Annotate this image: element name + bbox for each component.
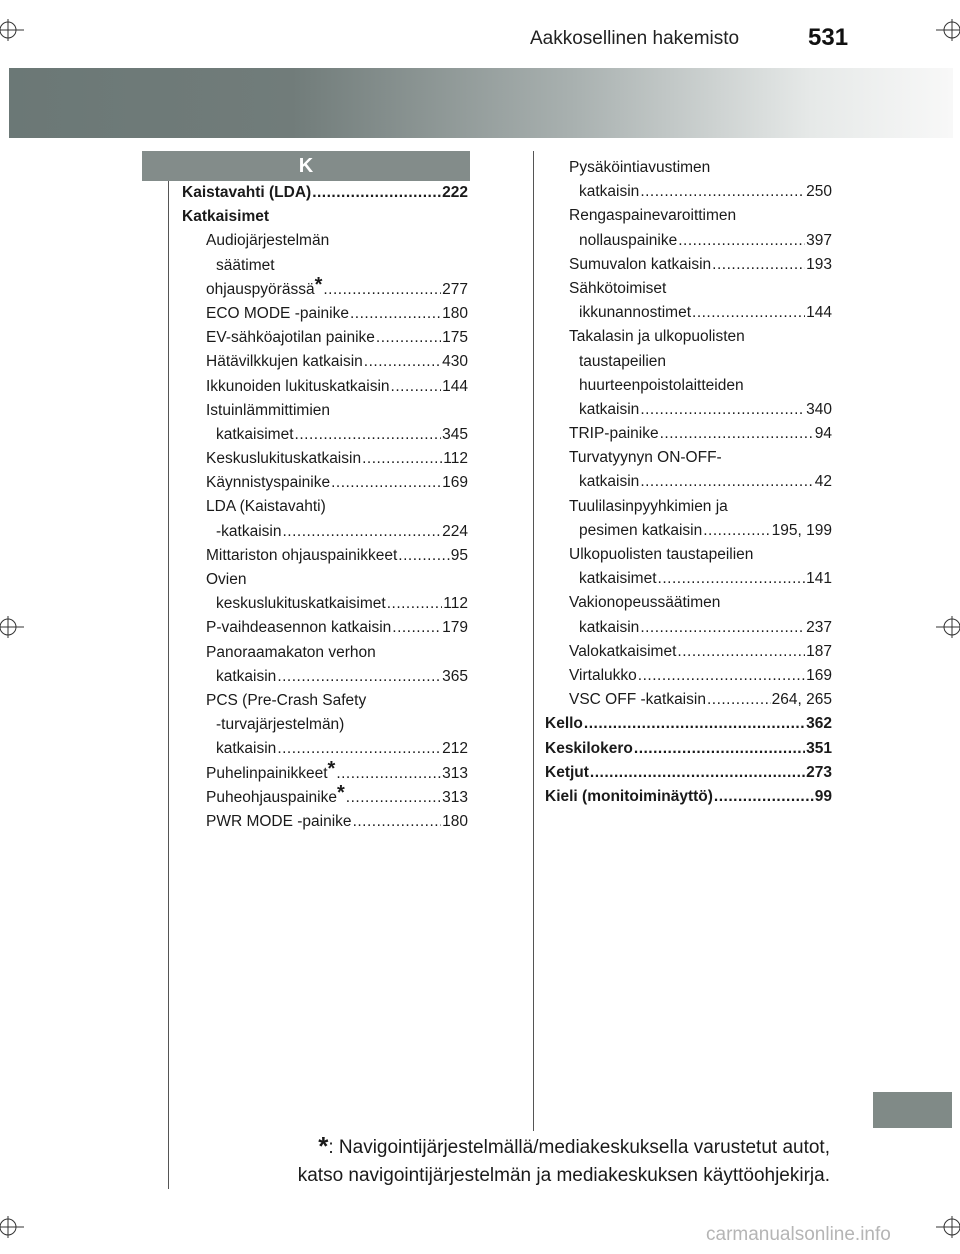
index-page-ref: 95 (450, 546, 468, 564)
index-entry (182, 568, 468, 592)
index-entry-text (206, 326, 375, 350)
index-entry-label: Hätävilkkujen katkaisin (206, 353, 363, 371)
index-entry (182, 181, 468, 205)
index-entry (182, 254, 468, 278)
index-entry-text (206, 350, 363, 374)
index-entry-text (216, 737, 276, 761)
dot-leader (703, 519, 770, 543)
dot-leader (336, 762, 441, 786)
index-entry (182, 229, 468, 253)
index-entry (182, 810, 468, 834)
index-entry (182, 423, 468, 447)
dot-leader (350, 302, 441, 326)
index-entry-label: Ketjut (545, 763, 589, 781)
index-entry-text (216, 520, 281, 544)
header-bar (9, 68, 953, 138)
index-entry (182, 520, 468, 544)
index-page-ref: 212 (442, 740, 468, 758)
index-entry-text (545, 785, 713, 809)
index-entry-label: ikkunannostimet (579, 304, 692, 322)
index-entry-label: Istuinlämmittimien (206, 401, 331, 419)
index-page-ref: 195, 199 (771, 521, 832, 539)
index-entry-label: Kieli (monitoiminäyttö) (545, 787, 713, 805)
index-entry-text (206, 757, 336, 786)
index-entry (545, 785, 832, 809)
index-entry-label: pesimen katkaisin (579, 521, 703, 539)
index-entry-text (579, 616, 639, 640)
dot-leader (346, 786, 441, 810)
dot-leader (640, 180, 805, 204)
index-entry-label: Rengaspainevaroittimen (569, 207, 737, 225)
index-entry (545, 543, 832, 567)
dot-leader (678, 229, 805, 253)
index-entry-label: LDA (Kaistavahti) (206, 498, 326, 516)
registration-mark-icon (0, 15, 30, 45)
index-entry-label: nollauspainike (579, 231, 678, 249)
index-entry-label: PCS (Pre-Crash Safety (206, 691, 367, 709)
index-entry-text (579, 398, 639, 422)
dot-leader (398, 544, 449, 568)
index-entry-label: katkaisin (579, 183, 640, 201)
index-entry (545, 567, 832, 591)
index-entry-label: P-vaihdeasennon katkaisin (206, 619, 392, 637)
index-entry-label: EV-sähköajotilan painike (206, 329, 375, 347)
index-entry (545, 374, 832, 398)
index-entry (182, 544, 468, 568)
index-page-ref: 99 (814, 787, 832, 805)
index-entry-label: Puhelinpainikkeet (206, 764, 328, 782)
index-entry-label: Keskuslukituskatkaisin (206, 450, 362, 468)
dot-leader (590, 761, 805, 785)
index-entry-text (545, 737, 633, 761)
index-entry-label: Takalasin ja ulkopuolisten (569, 328, 745, 346)
index-entry-text (569, 207, 736, 224)
index-entry (545, 495, 832, 519)
index-column-left (182, 181, 468, 834)
index-entry (182, 495, 468, 519)
index-entry (545, 640, 832, 664)
index-entry (545, 204, 832, 228)
dot-leader (677, 640, 805, 664)
index-entry-label: Audiojärjestelmän (206, 232, 330, 250)
dot-leader (323, 278, 441, 302)
index-entry-text (569, 449, 722, 466)
page-number: 531 (808, 24, 849, 51)
index-page-ref: 351 (806, 739, 832, 757)
index-entry-label: säätimet (216, 256, 275, 274)
registration-mark-icon (930, 15, 960, 45)
watermark: carmanualsonline.info (706, 1224, 891, 1245)
index-page-ref: 112 (443, 450, 468, 468)
index-entry (545, 737, 832, 761)
index-entry-label: Ovien (206, 571, 247, 588)
index-letter-header: K (142, 151, 470, 181)
index-page-ref: 250 (806, 183, 832, 201)
index-entry-label: Sähkötoimiset (569, 279, 667, 297)
index-entry (182, 737, 468, 761)
index-page-ref: 187 (806, 642, 832, 660)
index-page-ref: 169 (442, 474, 468, 492)
index-entry-text (545, 761, 589, 785)
index-entry (182, 326, 468, 350)
index-page-ref: 144 (806, 304, 832, 322)
dot-leader (707, 688, 771, 712)
index-page-ref: 273 (806, 763, 832, 781)
dot-leader (660, 422, 814, 446)
index-entry (545, 616, 832, 640)
index-entry-label: Pysäköintiavustimen (569, 159, 711, 176)
dot-leader (391, 375, 442, 399)
index-entry-text (216, 423, 294, 447)
index-entry-label: ECO MODE -painike (206, 304, 349, 322)
index-entry-label: -katkaisin (216, 522, 282, 540)
section-tab (873, 1092, 952, 1128)
index-entry-text (206, 375, 390, 399)
footnote-star: * (318, 1131, 329, 1161)
index-entry (545, 664, 832, 688)
index-entry-text (206, 402, 330, 419)
index-page-ref: 264, 265 (771, 691, 832, 709)
index-entry (545, 229, 832, 253)
dot-leader (331, 471, 441, 495)
dot-leader (712, 253, 805, 277)
index-page-ref: 94 (814, 425, 832, 443)
index-page-ref: 313 (442, 764, 468, 782)
dot-leader (376, 326, 441, 350)
index-page-ref: 180 (442, 304, 468, 322)
index-entry-text (569, 546, 753, 563)
index-entry-label: Ikkunoiden lukituskatkaisin (206, 377, 390, 395)
index-page-ref: 141 (806, 570, 832, 588)
index-entry-text (182, 181, 311, 205)
index-column-right (545, 156, 832, 809)
index-entry-text (579, 301, 691, 325)
dot-leader (634, 737, 805, 761)
index-entry (545, 688, 832, 712)
index-entry (182, 302, 468, 326)
dot-leader (692, 301, 805, 325)
registration-mark-icon (0, 1212, 30, 1242)
index-entry-text (206, 544, 397, 568)
index-entry-label: katkaisimet (216, 425, 294, 443)
index-page-ref: 144 (442, 377, 468, 395)
index-entry-text (206, 471, 330, 495)
index-entry-label: katkaisin (579, 400, 640, 418)
index-entry-label: katkaisin (216, 740, 277, 758)
index-entry-text (569, 328, 745, 345)
index-page-ref: 430 (442, 353, 468, 371)
footnote-marker: * (337, 781, 345, 804)
index-entry-text (569, 422, 659, 446)
index-page-ref: 365 (442, 667, 468, 685)
index-page-ref: 179 (442, 619, 468, 637)
index-entry-text (206, 498, 326, 515)
registration-mark-icon (930, 1212, 960, 1242)
index-entry-text (206, 571, 247, 588)
index-entry (182, 447, 468, 471)
dot-leader (277, 737, 441, 761)
index-entry (545, 591, 832, 615)
index-entry (545, 398, 832, 422)
index-entry-text (206, 447, 361, 471)
index-entry-text (579, 470, 639, 494)
footnote (180, 1132, 830, 1190)
index-entry-text (579, 519, 702, 543)
index-entry (545, 470, 832, 494)
index-entry (545, 519, 832, 543)
index-entry (182, 665, 468, 689)
index-entry (545, 761, 832, 785)
index-entry-label: Turvatyynyn ON-OFF- (569, 449, 722, 467)
index-entry-label: keskuslukituskatkaisimet (216, 595, 386, 613)
index-entry-label: Puheohjauspainike (206, 788, 337, 806)
dot-leader (392, 616, 441, 640)
index-entry (182, 713, 468, 737)
dot-leader (295, 423, 442, 447)
index-entry-label: Ulkopuolisten taustapeilien (569, 546, 754, 563)
index-entry-text (206, 810, 352, 834)
index-page-ref: 277 (442, 280, 468, 298)
index-entry-text (545, 712, 583, 736)
footnote-line-1: : Navigointijärjestelmällä/mediakeskuksella varustetut autot, (328, 1137, 830, 1158)
index-entry-text (569, 688, 706, 712)
index-entry-label: PWR MODE -painike (206, 812, 352, 830)
index-entry-label: katkaisin (579, 473, 640, 491)
index-entry-text (569, 664, 637, 688)
index-entry (182, 399, 468, 423)
index-entry-text (569, 253, 711, 277)
index-entry-label: -turvajärjestelmän) (216, 716, 345, 734)
index-entry-label: Panoraamakaton verhon (206, 643, 376, 661)
footnote-marker: * (327, 757, 336, 780)
index-entry-label: Keskilokero (545, 739, 633, 757)
index-entry-text (216, 716, 344, 733)
index-entry (545, 325, 832, 349)
index-entry-text (569, 280, 666, 297)
footnote-line-2: katso navigointijärjestelmän ja mediakeskuksen käyttöohjekirja. (297, 1165, 830, 1186)
index-page-ref: 362 (806, 715, 832, 733)
index-entry (182, 592, 468, 616)
index-entry-label: Virtalukko (569, 666, 637, 684)
index-entry-text (206, 644, 376, 661)
index-page-ref: 112 (443, 595, 468, 613)
index-page-ref: 42 (814, 473, 832, 491)
index-entry-text (206, 616, 391, 640)
index-entry-label: taustapeilien (579, 352, 667, 370)
index-entry (545, 446, 832, 470)
index-page-ref: 340 (806, 400, 832, 418)
dot-leader (353, 810, 442, 834)
index-entry (182, 757, 468, 786)
index-entry (182, 781, 468, 810)
index-page-ref: 397 (806, 231, 832, 249)
index-entry-text (216, 592, 386, 616)
index-entry-text (206, 302, 349, 326)
index-entry (182, 616, 468, 640)
index-page-ref: 237 (806, 618, 832, 636)
dot-leader (277, 665, 441, 689)
index-entry-text (569, 159, 710, 176)
index-entry-label: VSC OFF -katkaisin (569, 691, 706, 709)
index-page-ref: 193 (806, 255, 832, 273)
index-entry-label: Sumuvalon katkaisin (569, 255, 712, 273)
column-rule-middle (533, 151, 534, 1131)
index-entry-text (206, 781, 345, 810)
index-entry-text (569, 640, 676, 664)
index-entry-text (206, 232, 329, 249)
index-entry (182, 350, 468, 374)
index-entry-label: ohjauspyörässä (206, 280, 315, 298)
index-entry-text (569, 594, 720, 611)
dot-leader (638, 664, 805, 688)
index-entry-text (216, 257, 275, 274)
index-entry (182, 471, 468, 495)
index-entry-label: katkaisin (216, 667, 277, 685)
index-entry-label: Tuulilasinpyyhkimien ja (569, 497, 728, 515)
index-entry-label: Valokatkaisimet (569, 642, 677, 660)
index-entry-text (216, 665, 276, 689)
index-entry-text (206, 692, 366, 709)
index-entry-label: Kello (545, 715, 583, 733)
index-page-ref: 169 (806, 666, 832, 684)
index-entry-label: Käynnistyspainike (206, 474, 331, 492)
index-page-ref: 345 (442, 425, 468, 443)
index-entry-text (579, 180, 639, 204)
index-entry (182, 689, 468, 713)
dot-leader (364, 350, 441, 374)
index-entry (182, 375, 468, 399)
index-entry (545, 277, 832, 301)
dot-leader (387, 592, 443, 616)
index-page-ref: 222 (442, 184, 468, 201)
dot-leader (658, 567, 806, 591)
dot-leader (282, 520, 441, 544)
index-entry-label: huurteenpoistolaitteiden (579, 376, 744, 394)
index-page-ref: 175 (442, 329, 468, 347)
index-entry (182, 273, 468, 302)
dot-leader (640, 398, 805, 422)
index-entry-label: Vakionopeussäätimen (569, 594, 721, 612)
index-entry-label: Kaistavahti (LDA) (182, 184, 312, 201)
section-title: Aakkosellinen hakemisto (530, 28, 740, 49)
index-entry-label: TRIP-painike (569, 425, 659, 443)
dot-leader (640, 470, 813, 494)
index-entry (545, 350, 832, 374)
index-entry (182, 641, 468, 665)
index-entry (545, 253, 832, 277)
index-entry (545, 301, 832, 325)
dot-leader (584, 712, 805, 736)
index-page-ref: 180 (442, 812, 468, 830)
dot-leader (362, 447, 442, 471)
index-entry-text (569, 498, 728, 515)
index-entry (545, 422, 832, 446)
index-entry-label: katkaisimet (579, 570, 657, 588)
index-entry-label: Katkaisimet (182, 208, 270, 226)
index-entry-text (182, 208, 269, 225)
index-entry (545, 180, 832, 204)
index-entry-label: katkaisin (579, 618, 640, 636)
dot-leader (714, 785, 814, 809)
dot-leader (312, 181, 441, 205)
index-entry-label: Mittariston ohjauspainikkeet (206, 546, 398, 564)
registration-mark-icon (0, 612, 30, 642)
column-rule-left (168, 181, 169, 1189)
index-entry (545, 156, 832, 180)
index-page-ref: 313 (442, 788, 468, 806)
footnote-marker: * (314, 273, 323, 296)
registration-mark-icon (930, 612, 960, 642)
index-entry-text (579, 229, 677, 253)
dot-leader (640, 616, 805, 640)
index-entry (182, 205, 468, 229)
index-entry-text (206, 273, 323, 302)
index-entry-text (579, 567, 657, 591)
index-entry (545, 712, 832, 736)
index-entry-text (579, 353, 666, 370)
index-entry-text (579, 377, 744, 394)
index-page-ref: 224 (442, 522, 468, 540)
